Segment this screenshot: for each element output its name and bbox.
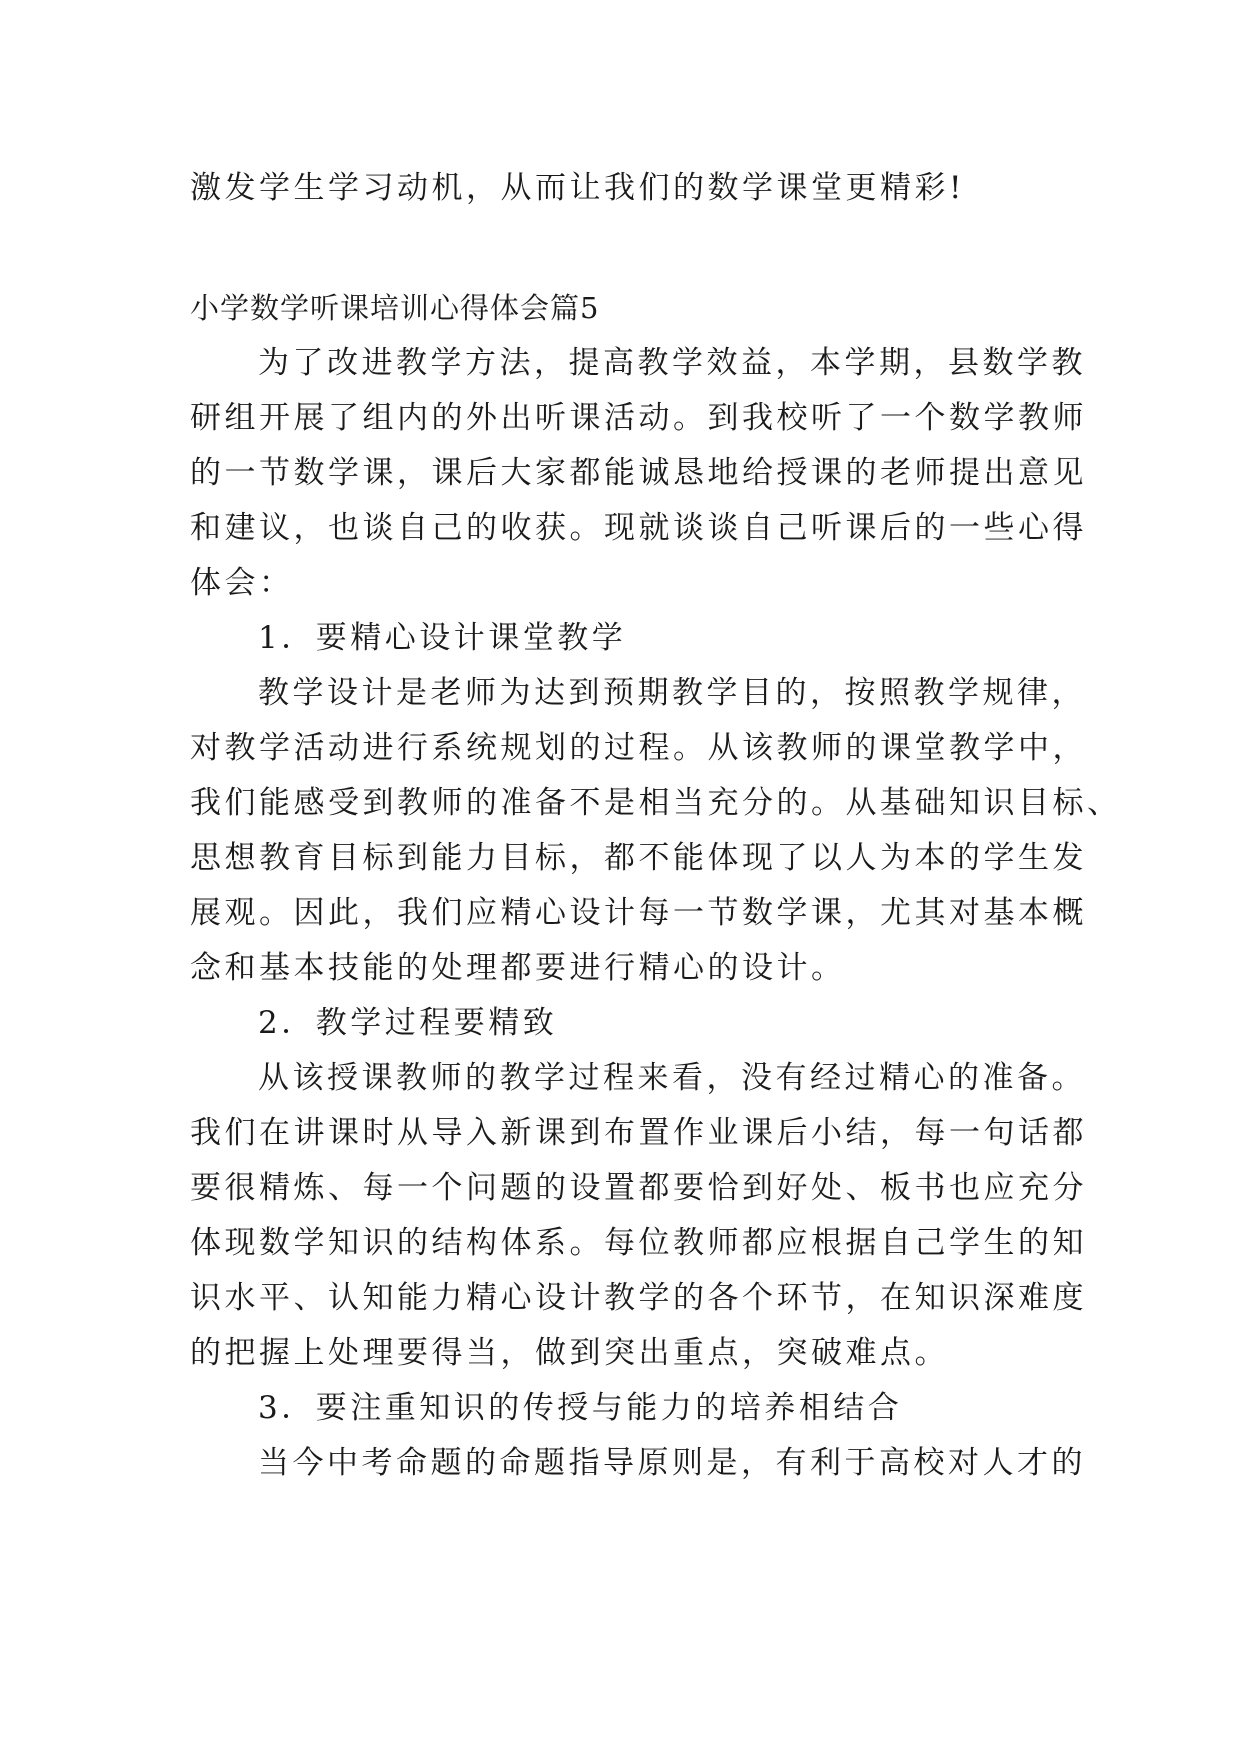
text-line: 的一节数学课，课后大家都能诚恳地给授课的老师提出意见 [190,455,1087,491]
text-line: 研组开展了组内的外出听课活动。到我校听了一个数学教师 [190,400,1087,436]
text-line: 体会： [190,565,294,601]
text-line: 我们能感受到教师的准备不是相当充分的。从基础知识目标、 [190,785,1122,821]
text-line: 从该授课教师的教学过程来看，没有经过精心的准备。 [258,1060,1086,1096]
text-line: 思想教育目标到能力目标，都不能体现了以人为本的学生发 [190,840,1087,876]
list-item-heading: 2．教学过程要精致 [258,1005,558,1041]
text-line: 展观。因此，我们应精心设计每一节数学课，尤其对基本概 [190,895,1087,931]
text-line: 为了改进教学方法，提高教学效益，本学期，县数学教 [258,345,1086,381]
text-line: 的把握上处理要得当，做到突出重点，突破难点。 [190,1335,949,1371]
text-line: 体现数学知识的结构体系。每位教师都应根据自己学生的知 [190,1225,1087,1261]
section-heading: 小学数学听课培训心得体会篇5 [190,291,600,325]
text-line: 教学设计是老师为达到预期教学目的，按照教学规律， [258,675,1086,711]
text-line: 识水平、认知能力精心设计教学的各个环节，在知识深难度 [190,1280,1087,1316]
text-line: 和建议，也谈自己的收获。现就谈谈自己听课后的一些心得 [190,510,1087,546]
list-item-heading: 1．要精心设计课堂教学 [258,620,627,656]
list-item-heading: 3．要注重知识的传授与能力的培养相结合 [258,1390,903,1426]
text-line: 我们在讲课时从导入新课到布置作业课后小结，每一句话都 [190,1115,1087,1151]
text-line: 要很精炼、每一个问题的设置都要恰到好处、板书也应充分 [190,1170,1087,1206]
text-line: 当今中考命题的命题指导原则是，有利于高校对人才的 [258,1445,1086,1481]
text-line: 激发学生学习动机，从而让我们的数学课堂更精彩! [190,170,965,206]
text-line: 对教学活动进行系统规划的过程。从该教师的课堂教学中， [190,730,1087,766]
text-line: 念和基本技能的处理都要进行精心的设计。 [190,950,846,986]
